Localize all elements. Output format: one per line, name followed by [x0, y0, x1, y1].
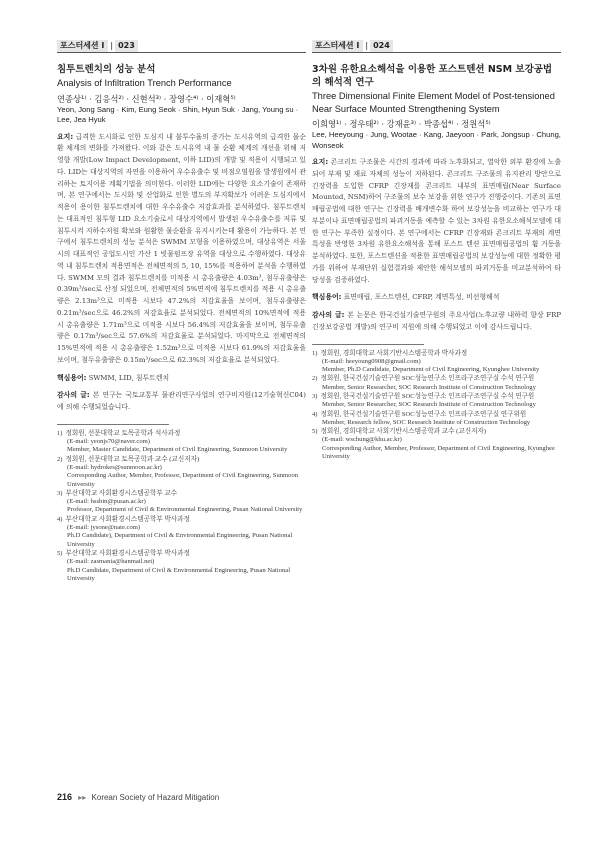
footnote-number: 3)	[57, 489, 63, 497]
footnote-item	[57, 490, 306, 515]
keywords-paragraph	[312, 292, 561, 304]
footnote-number: 3)	[312, 392, 318, 400]
footnote-line: 부산대학교 사회환경시스템공학부 박사과정	[65, 549, 190, 557]
footnote-item	[312, 393, 561, 410]
footnote-line: Member, Senior Researcher, SOC Research Institute of Construction Technology	[322, 401, 536, 409]
session-header	[312, 40, 561, 53]
footnote-number: 4)	[57, 515, 63, 523]
footnote-line: Member, Senior Researcher, SOC Research Institute of Construction Technology	[322, 383, 536, 391]
keywords-label: 핵심용어:	[57, 373, 87, 382]
footnote-line: (E-mail: hydrokes@sunmoon.ac.kr)	[67, 463, 162, 471]
acknowledgement-paragraph	[57, 390, 306, 414]
acknowledgement-label: 감사의 글:	[57, 391, 90, 400]
footnote-item	[57, 456, 306, 489]
footnote-line: 정회원, 선문대학교 토목공학과 교수 (교신저자)	[65, 455, 200, 463]
session-number: 023	[115, 40, 138, 52]
footnote-item	[312, 350, 561, 375]
title-korean: 침투트렌치의 성능 분석	[57, 64, 156, 75]
footnote-item	[57, 430, 306, 455]
keywords-text: 표면매립, 포스트텐션, CFRP, 계면특성, 비선형해석	[343, 293, 500, 302]
acknowledgement-paragraph	[312, 310, 561, 334]
abstract-right	[312, 40, 561, 462]
footnote-number: 1)	[57, 429, 63, 437]
title-korean: 3차원 유한요소해석을 이용한 포스트텐션 NSM 보강공법의 해석적 연구	[312, 64, 553, 88]
footnote-line: Corresponding Author, Member, Professor, Department of Civil Engineering, Kyunghee University	[322, 444, 555, 461]
footnote-item	[312, 428, 561, 461]
footnote-line: 부산대학교 사회환경시스템공학부 교수	[65, 489, 178, 497]
footnote-line: (E-mail: heeyoung0908@gmail.com)	[322, 357, 421, 365]
abstract-left	[57, 40, 306, 584]
footnote-line: Member, Ph.D Candidate, Department of Civil Engineering, Kyunghee University	[322, 366, 540, 374]
session-header	[57, 40, 306, 53]
footnote-line: Ph.D Candidate), Department of Civil & Environmental Engineering, Pusan National University	[67, 532, 293, 548]
footnote-number: 4)	[312, 410, 318, 418]
footnote-line: Ph.D Candidate, Department of Civil & Environmental Engineering, Pusan National University	[67, 566, 291, 582]
footnote-line: 정회원, 선문대학교 토목공학과 석사과정	[65, 429, 181, 437]
footnote-line: (E-mail: wschung@khu.ac.kr)	[322, 436, 402, 444]
acknowledgement-text: 본 연구는 국토교통부 물관리연구사업의 연구비지원(12기술혁신C04)에 의해 수행되었습니다.	[57, 391, 306, 411]
footnote-item	[312, 411, 561, 428]
footnote-item	[57, 550, 306, 583]
footnote-divider	[312, 344, 424, 345]
footnote-number: 5)	[312, 428, 318, 436]
footnote-line: (E-mail: jysone@nate.com)	[67, 524, 141, 532]
footnote-line: 정회원, 경희대학교 사회기반시스템공학과 박사과정	[320, 349, 468, 357]
footnote-line: Professor, Department of Civil & Environmental Engineering, Pusan National University	[67, 506, 303, 514]
session-separator: |	[365, 41, 369, 50]
footnote-item	[312, 375, 561, 392]
footnotes	[57, 430, 306, 583]
keywords-text: SWMM, LID, 침투트렌치	[88, 373, 170, 382]
footnote-line: Member, Master Candidate, Department of Civil Engineering, Sunmoon University	[67, 446, 288, 454]
title-english: Analysis of Infiltration Trench Performance	[57, 78, 232, 88]
footnote-line: (E-mail: hsshin@pusan.ac.kr)	[67, 498, 146, 506]
footnotes	[312, 350, 561, 462]
footnote-line: Corresponding Author, Member, Professor, Department of Civil Engineering, Sunmoon University	[67, 472, 299, 488]
footnote-line: (E-mail: zasmania@hanmail.net)	[67, 558, 155, 566]
footnote-line: 정회원, 경희대학교 사회기반시스템공학과 교수 (교신저자)	[320, 428, 487, 436]
authors-korean: 연종상¹⁾ · 김응석²⁾ · 신현석³⁾ · 장영수⁴⁾ · 이재혁⁵⁾	[57, 93, 236, 104]
title-english: Three Dimensional Finite Element Model of Post-tensioned Near Surface Mounted Strengthening System	[312, 91, 555, 114]
society-name: Korean Society of Hazard Mitigation	[91, 793, 220, 802]
abstract-label: 요지:	[57, 132, 74, 141]
footnote-number: 2)	[312, 375, 318, 383]
abstract-text: 급격한 도시화로 인한 도심지 내 불투수율의 증가는 도시유역의 급격한 물순환 체계의 변화를 가져왔다. 이와 같은 도시유역 내 물 순환 체계의 개선을 위해 저영향 개발(Low Impact Development, 이하 LID)의 개발 및 적용이 시행되고 있다. LID는 대상지역의 자연을 이용하여 우수유출수 및 비점오염원을 발생원에서 관리하는 토지이용 계획기법을 의미한다. 이러한 LID에는 다양한 요소기술이 존재하며, 본 연구에서는 도시화 및 산업화로 인한 별도의 부지확보가 어려운 도심지에서 적용이 용이한 침투트렌치에 대한 우수유출수 저감효과를 분석하였다. 침투트렌치는 대표적인 침투형 LID 요소기술로서 대상지역에서 발생된 우수유출수를 저류 및 침투시켜 지하수저원 확보와 원활한 물순환을 유지시키는데 활용이 가능하다. 본 연구에서 침투트렌치의 성능 분석은 SWMM 모형을 이용하였으며, 대상유역은 서울시의 대표적인 공업도시인 가산 1 빗물펌프장 유역을 대상으로 수행하였다. 대상유역 내 침투트렌치 적용면적은 전체면적의 5, 10, 15%를 적용하여 분석을 수행하였다. SWMM 모의 결과 침투트렌치를 미적용 시 총유출량은 4.03m³, 첨두유출량은 0.39m³/sec로 산정 되었으며, 전체면적의 5%면적에 침투트렌치를 적용 시 총유출량은 2.13m³으로 미적용 시보다 47.2%의 저감효율을 보이며, 첨두유출량은 0.21m³/sec으로 46.2%의 저감효율로 분석되었다. 전체면적의 10%면적에 적용시 총유출량은 1.71m³으로 미적용 시보다 56.4%의 저감효율을 보이며, 첨두유출량은 0.17m³/sec으로 57.6%의 저감효율로 분석되었다. 마지막으로 전체면적의 15%면적에 적용 시 총유출량은 1.52m³으로 미적용 시보다 61.9%의 저감효율을 보이며, 첨두유출량은 0.15m³/sec으로 62.3%의 저감효율로 분석되었다.	[57, 132, 306, 364]
authors-english: Yeon, Jong Sang · Kim, Eung Seok · Shin, Hyun Suk · Jang, Young su · Lee, Jea Hyuk	[57, 104, 299, 124]
footnote-line: (E-mail: yeonjs70@naver.com)	[67, 438, 150, 446]
authors-korean: 이희영¹⁾ · 정우태²⁾ · 강재윤³⁾ · 박종섭⁴⁾ · 정원석⁵⁾	[312, 119, 491, 129]
footnote-number: 1)	[312, 349, 318, 357]
footnote-number: 5)	[57, 549, 63, 557]
double-arrow-icon: ▸▸	[78, 793, 87, 802]
abstract-label: 요지:	[312, 158, 329, 166]
footnote-item	[57, 516, 306, 549]
page-footer	[57, 792, 219, 802]
footnote-line: 부산대학교 사회환경시스템공학부 박사과정	[65, 515, 190, 523]
footnote-line: 정회원, 한국건설기술연구원 SOC성능연구소 인프라구조연구실 수석 연구원	[320, 392, 535, 400]
footnote-line: 정회원, 한국건설기술연구원 SOC성능연구소 인프라구조연구실 연구위원	[320, 410, 527, 418]
session-number: 024	[370, 40, 393, 52]
footnote-line: 정회원, 한국건설기술연구원 SOC성능연구소 인프라구조연구실 수석 연구원	[320, 375, 535, 383]
keywords-label: 핵심용어:	[312, 293, 342, 302]
abstract-paragraph	[312, 157, 561, 286]
acknowledgement-text: 본 논문은 한국건설기술연구원의 주요사업(노후교량 내하력 향상 FRP 긴장보강공법 개발)의 연구비 지원에 의해 수행되었고 이에 감사드립니다.	[312, 311, 562, 331]
session-label: 포스터세션 Ⅰ	[57, 40, 108, 52]
abstract-paragraph	[57, 132, 306, 367]
abstract-text: 콘크리트 구조물은 시간의 경과에 따라 노후화되고, 열악한 외부 환경에 노출되어 부재 및 재료 자체의 성능이 저하된다. 콘크리트 구조물의 유지관리 방안으로 긴장력을 도입한 CFRP 긴장재를 콘크리트 내부의 표면매립(Near Surface Mounted, NSM)하여 구조물의 보수 보강을 위한 연구가 진행중이다. 기존의 표면매립공법에 대한 연구는 긴장력을 배개변수화 하여 보강성능을 비교하는 연구가 대부분이나 표면매립공법의 파괴거동을 예측할 수 있는 3차원 유한요소해석모델에 대한 연구는 부족한 실정이다. 본 연구에서는 CFRP 긴장재와 콘크리트 부재의 계면 특성을 반영한 3차원 유한요소해석을 통해 포스트 텐션 표면매립공법의 휨 거동을 분석하였다. 또한, 포스트텐션을 적용한 표면매립공법의 보강성능에 대한 정확한 평가를 위하여 부재단위 실험결과와 제안한 해석모델의 파괴거동을 비교분석하여 타당성을 검증하였다.	[312, 158, 561, 284]
acknowledgement-label: 감사의 글:	[312, 311, 345, 319]
footnote-number: 2)	[57, 455, 63, 463]
page-number: 216	[57, 792, 73, 802]
footnote-divider	[57, 424, 169, 425]
footnote-line: Member, Research fellow, SOC Research Institute of Construction Technology	[322, 418, 531, 426]
session-label: 포스터세션 Ⅰ	[312, 40, 363, 52]
authors-english: Lee, Heeyoung · Jung, Wootae · Kang, Jaeyoon · Park, Jongsup · Chung, Wonseok	[312, 130, 561, 150]
keywords-paragraph	[57, 373, 306, 385]
session-separator: |	[110, 41, 114, 50]
